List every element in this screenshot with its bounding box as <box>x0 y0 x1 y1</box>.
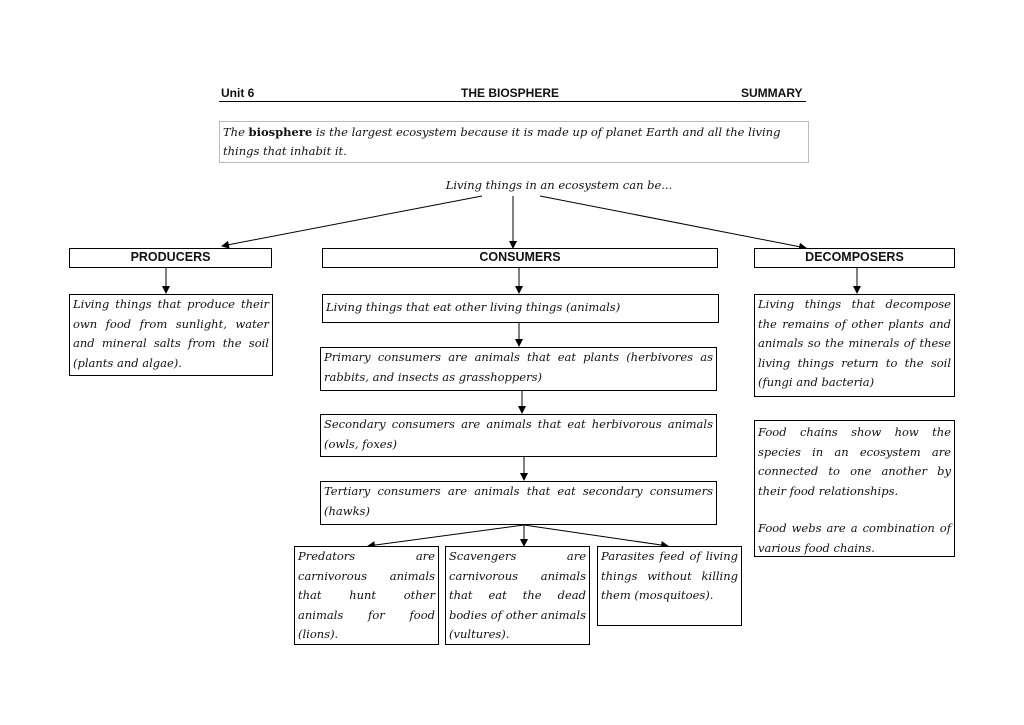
secondary-consumers: Secondary consumers are animals that eat herbivorous animals (owls, foxes) <box>320 414 717 457</box>
arrow-to-decomposers <box>540 196 806 248</box>
page-title: THE BIOSPHERE <box>461 86 560 100</box>
tertiary-consumers: Tertiary consumers are animals that eat secondary consumers (hawks) <box>320 481 717 525</box>
intro-prefix: The <box>223 125 249 139</box>
producers-title: PRODUCERS <box>69 248 272 268</box>
decomposers-title: DECOMPOSERS <box>754 248 955 268</box>
consumers-title: CONSUMERS <box>322 248 718 268</box>
summary-label: SUMMARY <box>741 86 803 100</box>
primary-consumers: Primary consumers are animals that eat plants (herbivores as rabbits, and insects as grasshoppers) <box>320 347 717 391</box>
intro-suffix: is the largest ecosystem because it is made up of planet Earth and all the living things that inhabit it. <box>223 125 781 158</box>
predators-box: Predators are carnivorous animals that hunt other animals for food (lions). <box>294 546 439 645</box>
subheading: Living things in an ecosystem can be... <box>445 178 673 192</box>
scavengers-box: Scavengers are carnivorous animals that eat the dead bodies of other animals (vultures). <box>445 546 590 645</box>
food-chains-text: Food chains show how the species in an ecosystem are connected to one another by their food relationships. <box>758 425 951 498</box>
parasites-box: Parasites feed of living things without killing them (mosquitoes). <box>597 546 742 626</box>
food-chains-info <box>754 420 955 557</box>
arrow-to-producers <box>222 196 482 246</box>
food-webs-text: Food webs are a combination of various food chains. <box>758 521 951 555</box>
arrow-to-parasites <box>524 525 668 546</box>
intro-term: biosphere <box>248 125 313 139</box>
decomposers-description: Living things that decompose the remains of other plants and animals so the minerals of these living things return to the soil (fungi and bacteria) <box>754 294 955 397</box>
producers-description: Living things that produce their own food from sunlight, water and mineral salts from the soil (plants and algae). <box>69 294 273 376</box>
unit-label: Unit 6 <box>221 86 255 100</box>
consumers-description: Living things that eat other living things (animals) <box>322 294 719 323</box>
arrow-to-predators <box>368 525 524 546</box>
